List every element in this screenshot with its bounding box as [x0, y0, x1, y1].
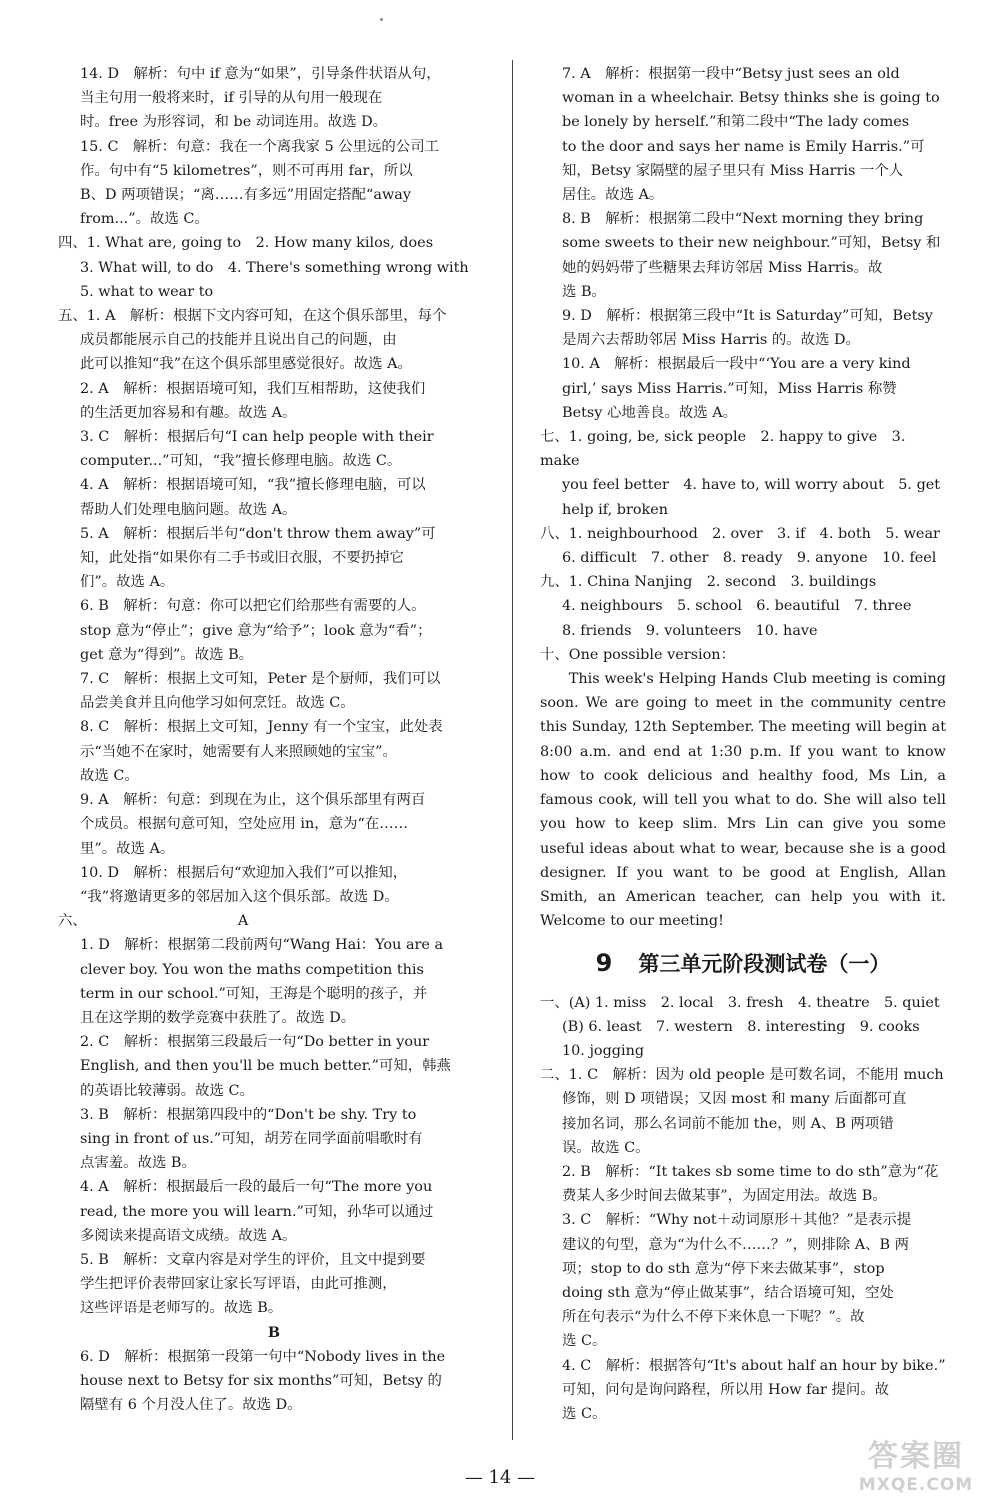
answer-line: 成员都能展示自己的技能并且说出自己的问题，由	[80, 332, 397, 349]
answer-line: 误。故选 C。	[562, 1139, 650, 1156]
answer-line: clever boy. You won the maths competition this	[80, 961, 424, 978]
unit-title-text: 第三单元阶段测试卷（一）	[638, 952, 891, 977]
watermark-logo	[846, 1440, 986, 1502]
answer-line: 们”。故选 A。	[80, 574, 175, 591]
answer-line: read, the more you will learn.”可知，孙华可以通过	[80, 1203, 434, 1220]
answer-line: 10. A 解析：根据最后一段中“‘You are a very kind	[562, 356, 911, 373]
answer-line: 故选 C。	[80, 767, 139, 784]
page-number: — 14 —	[464, 1467, 536, 1488]
answer-line: 4. A 解析：根据语境可知，“我”擅长修理电脑，可以	[80, 477, 426, 494]
answer-line: you feel better 4. have to, will worry about 5. get	[562, 477, 941, 494]
answer-line: get 意为“得到”。故选 B。	[80, 646, 254, 663]
answer-line: term in our school.”可知，王海是个聪明的孩子，并	[80, 985, 428, 1002]
answer-line: 帮助人们处理电脑问题。故选 A。	[80, 501, 297, 518]
right-answers-top	[540, 62, 946, 667]
essay-paragraph: This week's Helping Hands Club meeting is coming soon. We are going to meet in the community centre this Sunday, 12th September. The meeting will begin at 8:00 a.m. and end at 1:30 p.m. If you want to know how to cook delicious and healthy food, Ms Lin, a famous cook, will tell you what to do. She will also tell you how to keep slim. Mrs Lin can give you some useful ideas about what to wear, because she is a good designer. If you want to be good at English, Allan Smith, an American teacher, can help you with it. Welcome to our meeting!	[540, 671, 946, 930]
answer-line: 是周六去帮助邻居 Miss Harris 的。故选 D。	[562, 332, 860, 349]
answer-line: 7. C 解析：根据上文可知，Peter 是个厨师，我们可以	[80, 671, 441, 688]
answer-line: some sweets to their new neighbour.”可知，Betsy 和	[562, 235, 941, 252]
answer-line: 六、 A	[58, 913, 249, 930]
answer-line: 选 C。	[562, 1333, 607, 1350]
watermark-logo-text: 答案圈	[868, 1439, 964, 1474]
answer-line: sing in front of us.”可知，胡芳在同学面前唱歌时有	[80, 1130, 423, 1147]
answer-line: 3. C 解析：根据后句“I can help people with their	[80, 429, 434, 446]
answer-line: Betsy 心地善良。故选 A。	[562, 404, 738, 421]
answer-line: 4. A 解析：根据最后一段的最后一句“The more you	[80, 1179, 433, 1196]
answer-line: 10. jogging	[562, 1042, 645, 1059]
unit-number: 9	[595, 949, 613, 978]
answer-line: 九、1. China Nanjing 2. second 3. buildings	[540, 574, 877, 591]
answer-line: 一、(A) 1. miss 2. local 3. fresh 4. theatre 5. quiet	[540, 994, 940, 1011]
answer-line: 4. neighbours 5. school 6. beautiful 7. three	[562, 598, 912, 615]
answer-line: girl,’ says Miss Harris.”可知，Miss Harris 称赞	[562, 380, 897, 397]
answer-line: 多阅读来提高语文成绩。故选 A。	[80, 1227, 297, 1244]
answer-line: from...”。故选 C。	[80, 211, 209, 228]
answer-line: 隔壁有 6 个月没人住了。故选 D。	[80, 1397, 302, 1414]
right-column	[540, 62, 946, 1426]
answer-line: 学生把评价表带回家让家长写评语，由此可推测，	[80, 1276, 397, 1293]
answer-line: to the door and says her name is Emily Harris.”可	[562, 138, 925, 155]
answer-line: 9. A 解析：句意：到现在为止，这个俱乐部里有两百	[80, 792, 426, 809]
answer-line: 9. D 解析：根据第三段中“It is Saturday”可知，Betsy	[562, 308, 933, 325]
answer-line: 作。句中有“5 kilometres”，则不可再用 far，所以	[80, 162, 413, 179]
answer-line: 7. A 解析：根据第一段中“Betsy just sees an old	[562, 66, 900, 82]
answer-line: “我”将邀请更多的邻居加入这个俱乐部。故选 D。	[80, 888, 399, 905]
answer-line: B	[267, 1323, 281, 1341]
answer-line: 点害羞。故选 B。	[80, 1155, 196, 1172]
answer-line: 选 B。	[562, 283, 606, 300]
answer-line: computer...”可知，“我”擅长修理电脑。故选 C。	[80, 453, 402, 470]
answer-line: 14. D 解析：句中 if 意为“如果”，引导条件状语从句，	[80, 66, 441, 82]
answer-line: 的英语比较薄弱。故选 C。	[80, 1082, 254, 1099]
answer-line: 知，此处指“如果你有二手书或旧衣服，不要扔掉它	[80, 550, 404, 567]
answer-line: 10. D 解析：根据后句“欢迎加入我们”可以推知，	[80, 864, 408, 881]
answer-line: 且在这学期的数学竞赛中获胜了。故选 D。	[80, 1009, 356, 1026]
top-mark	[380, 18, 383, 21]
answer-line: 2. B 解析：“It takes sb some time to do sth”意为“花	[562, 1163, 939, 1180]
answer-line: 品尝美食并且向他学习如何烹饪。故选 C。	[80, 695, 355, 712]
answer-line: 5. what to wear to	[80, 283, 214, 300]
answer-line: 居住。故选 A。	[562, 187, 664, 204]
column-divider	[512, 60, 513, 1440]
answer-line: 二、1. C 解析：因为 old people 是可数名词，不能用 much	[540, 1067, 944, 1084]
answer-line: 1. D 解析：根据第二段前两句“Wang Hai：You are a	[80, 937, 444, 954]
answer-line: 费某人多少时间去做某事”，为固定用法。故选 B。	[562, 1188, 887, 1205]
answer-line: 可知，问句是询问路程，所以用 How far 提问。故	[562, 1381, 890, 1398]
answer-line: 的生活更加容易和有趣。故选 A。	[80, 404, 297, 421]
answer-line: 十、One possible version：	[540, 646, 735, 663]
unit-title	[540, 951, 946, 976]
answer-line: 五、1. A 解析：根据下文内容可知，在这个俱乐部里，每个	[58, 308, 447, 325]
answer-line: 时。free 为形容词，和 be 动词连用。故选 D。	[80, 114, 388, 131]
answer-line: 接加名词，那么名词前不能加 the，则 A、B 两项错	[562, 1115, 894, 1132]
answer-line: 2. A 解析：根据语境可知，我们互相帮助，这使我们	[80, 380, 426, 397]
answer-line: 个成员。根据句意可知，空处应用 in，意为“在……	[80, 816, 409, 833]
answer-line: 修饰，则 D 项错误；又因 most 和 many 后面都可直	[562, 1091, 907, 1108]
answer-line: 里”。故选 A。	[80, 840, 175, 857]
answer-line: be lonely by herself.”和第二段中“The lady comes	[562, 114, 910, 131]
answer-line: 七、1. going, be, sick people 2. happy to give 3. make	[540, 429, 906, 470]
answer-line: 6. D 解析：根据第一段第一句中“Nobody lives in the	[80, 1348, 446, 1365]
answer-line: (B) 6. least 7. western 8. interesting 9. cooks	[562, 1018, 920, 1035]
answer-line: 3. What will, to do 4. There's something wrong with	[80, 259, 469, 276]
right-answers-bottom	[540, 991, 946, 1427]
answer-line: 当主句用一般将来时，if 引导的从句用一般现在	[80, 90, 383, 107]
answer-line: 3. B 解析：根据第四段中的“Don't be shy. Try to	[80, 1106, 417, 1123]
answer-line: 八、1. neighbourhood 2. over 3. if 4. both 5. wear	[540, 525, 940, 542]
answer-line: doing sth 意为“停止做某事”，结合语境可知，空处	[562, 1284, 894, 1301]
answer-line: B、D 两项错误；“离……有多远”用固定搭配“away	[80, 187, 412, 204]
answer-line: 知，Betsy 家隔壁的屋子里只有 Miss Harris 一个人	[562, 162, 904, 179]
answer-line: 8. friends 9. volunteers 10. have	[562, 622, 818, 639]
answer-line: 3. C 解析：“Why not＋动词原形＋其他？”是表示提	[562, 1212, 912, 1229]
answer-line: 四、1. What are, going to 2. How many kilos, does	[58, 235, 434, 252]
answer-line: 5. B 解析：文章内容是对学生的评价，且文中提到要	[80, 1251, 426, 1268]
left-column	[58, 62, 490, 1417]
answer-line: 15. C 解析：句意：我在一个离我家 5 公里远的公司工	[80, 138, 439, 155]
answer-line: 8. B 解析：根据第二段中“Next morning they bring	[562, 211, 924, 228]
answer-line: woman in a wheelchair. Betsy thinks she is going to	[562, 90, 940, 107]
answer-line: 此可以推知“我”在这个俱乐部里感觉很好。故选 A。	[80, 356, 412, 373]
answer-line: help if, broken	[562, 501, 668, 518]
answer-line: 5. A 解析：根据后半句“don't throw them away”可	[80, 525, 436, 542]
watermark-url: MXQE.COM	[858, 1475, 974, 1495]
answer-line: 4. C 解析：根据答句“It's about half an hour by bike.”	[562, 1357, 946, 1374]
answer-line: stop 意为“停止”；give 意为“给予”；look 意为“看”；	[80, 622, 432, 639]
answer-line: 2. C 解析：根据第三段最后一句“Do better in your	[80, 1034, 430, 1051]
answer-line: 8. C 解析：根据上文可知，Jenny 有一个宝宝，此处表	[80, 719, 443, 736]
answer-line: 选 C。	[562, 1405, 607, 1422]
answer-line: 项；stop to do sth 意为“停下来去做某事”，stop	[562, 1260, 885, 1277]
answer-line: 这些评语是老师写的。故选 B。	[80, 1300, 283, 1317]
answer-line: 她的妈妈带了些糖果去拜访邻居 Miss Harris。故	[562, 259, 883, 276]
answer-line: English, and then you'll be much better.”可知，韩燕	[80, 1058, 451, 1075]
answer-line: 示“当她不在家时，她需要有人来照顾她的宝宝”。	[80, 743, 397, 760]
answer-line: 建议的句型，意为“为什么不……？”，则排除 A、B 两	[562, 1236, 910, 1253]
answer-line: 所在句表示“为什么不停下来休息一下呢？”。故	[562, 1309, 865, 1326]
answer-line: 6. difficult 7. other 8. ready 9. anyone 10. feel	[562, 550, 937, 567]
answer-line: house next to Betsy for six months”可知，Betsy 的	[80, 1372, 442, 1389]
answer-line: 6. B 解析：句意：你可以把它们给那些有需要的人。	[80, 598, 426, 615]
